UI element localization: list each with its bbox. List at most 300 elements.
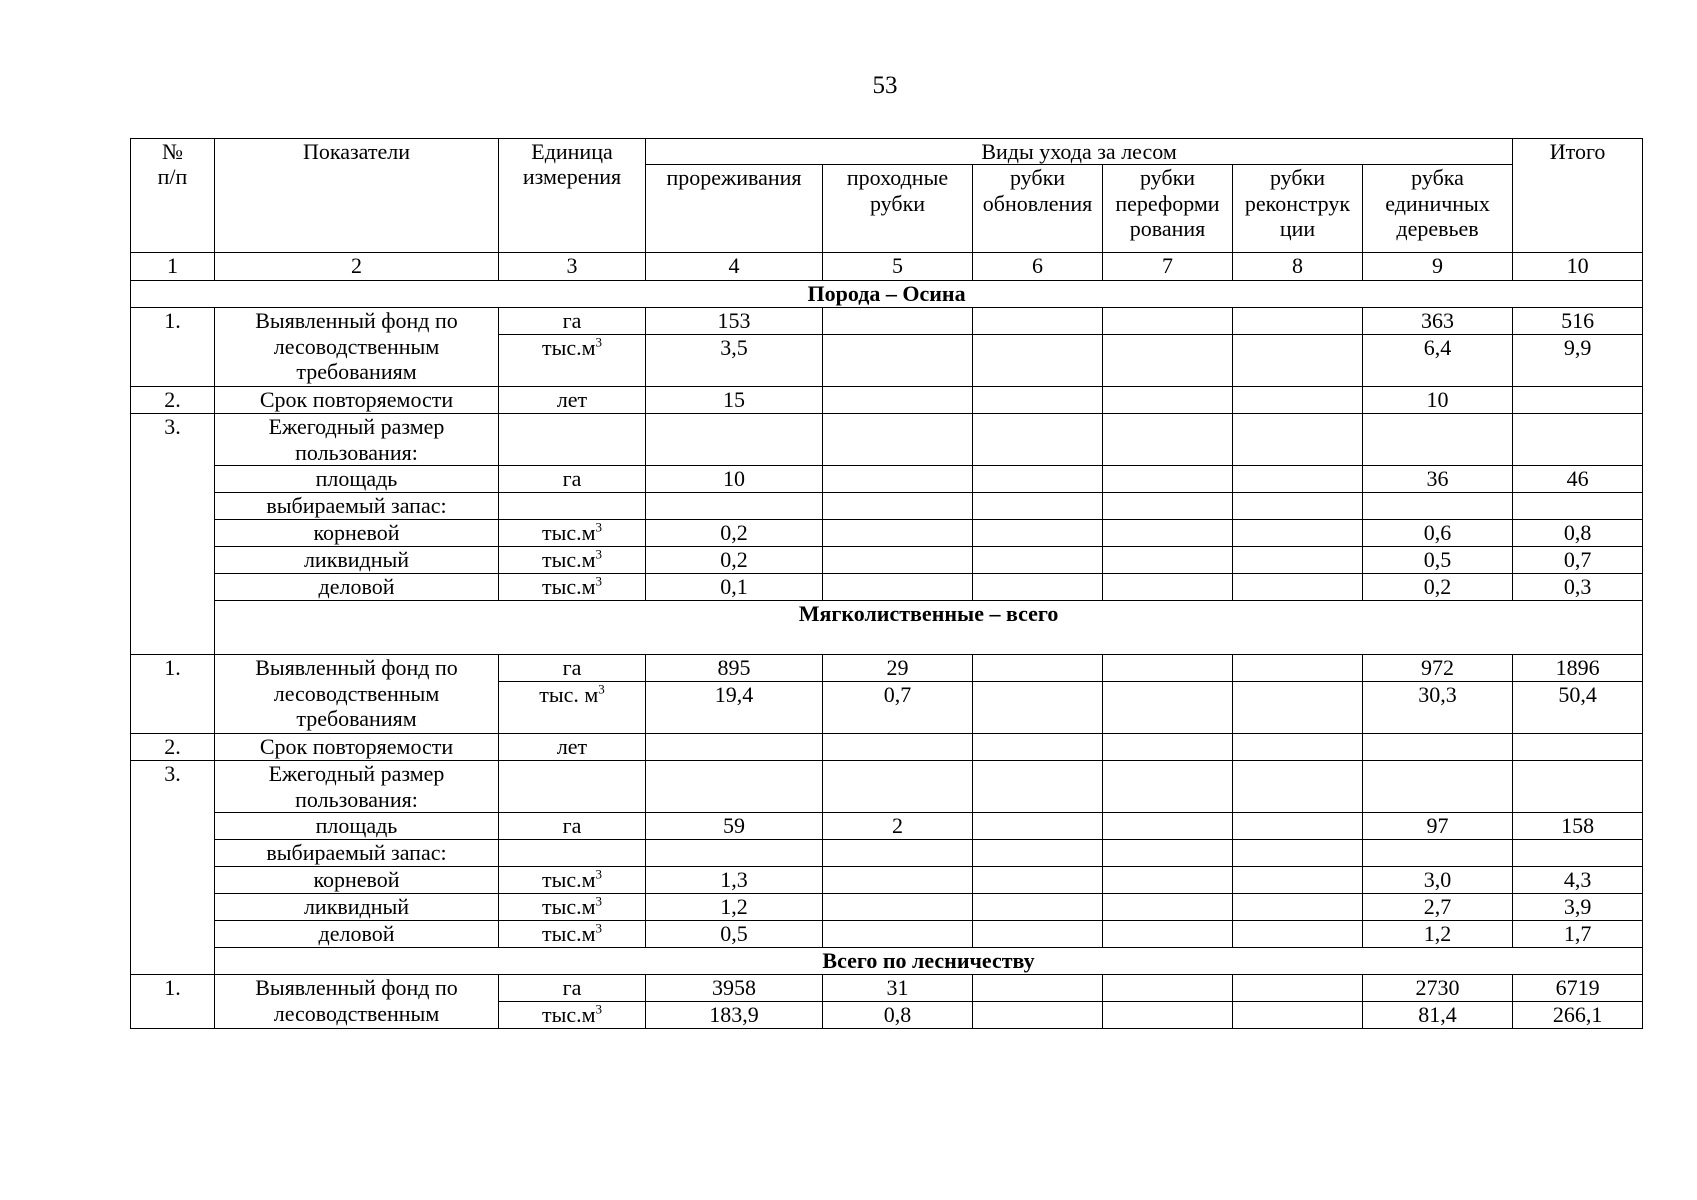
unit-cell-text: га [562,308,582,334]
value-cell [1103,1002,1233,1029]
empty-cell [499,493,646,520]
value-cell [1233,335,1363,387]
row-label-text: ликвидный [303,894,410,920]
value-cell [1103,655,1233,682]
value-cell-text: 6,4 [1423,335,1452,361]
total-cell-text: 1,7 [1563,921,1592,947]
total-cell-text: 516 [1561,308,1595,334]
total-cell-text: 0,3 [1563,574,1592,600]
header-type-reconstruction: рубки реконструк ции [1233,165,1363,253]
unit-cell-text: тыс.м [541,867,596,893]
empty-cell [646,761,823,813]
unit-superscript: 3 [595,546,603,562]
unit-cell [499,921,646,948]
forest-care-table [130,138,1643,1029]
empty-cell [1363,414,1513,466]
row-label-text: выбираемый запас: [266,493,447,519]
row-label-text: площадь [315,813,398,839]
value-cell [646,574,823,601]
row-label [215,493,499,520]
row-number-text: 1. [164,655,181,681]
empty-cell [1233,761,1363,813]
row-number-text: 1. [164,975,181,1001]
col-number: 5 [823,253,973,281]
unit-cell-text: га [562,813,582,839]
value-cell [973,547,1103,574]
value-cell [1363,387,1513,414]
unit-superscript: 3 [595,1001,603,1017]
value-cell [973,1002,1103,1029]
value-cell [1103,894,1233,921]
fund-row-ha [131,975,1643,1002]
value-cell [1233,308,1363,335]
value-cell [646,655,823,682]
empty-cell [1233,493,1363,520]
unit-superscript: 3 [595,893,603,909]
empty-cell [823,414,973,466]
annual-header-row [131,761,1643,813]
value-cell [1233,682,1363,734]
value-cell [1103,335,1233,387]
value-cell [823,335,973,387]
unit-cell-text: га [562,655,582,681]
value-cell [1363,1002,1513,1029]
value-cell [823,921,973,948]
value-cell [823,308,973,335]
row-number-text: 3. [164,761,181,787]
value-cell [973,335,1103,387]
header-care-types: Виды ухода за лесом [646,139,1513,165]
value-cell-text: 2730 [1415,975,1460,1001]
row-label [215,547,499,574]
empty-cell [1363,761,1513,813]
value-cell [973,867,1103,894]
unit-superscript: 3 [595,573,603,589]
value-cell [1363,655,1513,682]
total-cell [1513,466,1643,493]
unit-cell [499,520,646,547]
empty-cell [1233,414,1363,466]
value-cell-text: 3958 [712,975,756,1001]
unit-cell [499,308,646,335]
row-number-text: 1. [164,308,181,334]
col-number: 7 [1103,253,1233,281]
row-label [215,520,499,547]
value-cell [1233,520,1363,547]
value-cell-text: 30,3 [1418,682,1457,708]
value-cell [823,975,973,1002]
value-cell [1363,308,1513,335]
value-cell-text: 10 [1426,387,1449,413]
stock-row [131,867,1643,894]
empty-cell [646,414,823,466]
unit-cell [499,867,646,894]
value-cell [646,682,823,734]
col-number: 10 [1513,253,1643,281]
empty-cell [1103,840,1233,867]
col-number: 8 [1233,253,1363,281]
value-cell-text: 15 [723,387,745,413]
value-cell [973,466,1103,493]
section-title [215,601,1643,655]
value-cell-text: 895 [717,655,751,681]
total-cell [1513,867,1643,894]
unit-superscript: 3 [598,681,605,697]
unit-cell [499,1002,646,1029]
value-cell [823,520,973,547]
total-cell-text: 266,1 [1552,1002,1603,1028]
stock-label-row [131,840,1643,867]
value-cell-text: 0,2 [1423,574,1452,600]
header-indicators: Показатели [215,139,499,253]
value-cell-text: 36 [1426,466,1449,492]
column-numbers-row [131,253,1643,281]
total-cell [1513,335,1643,387]
row-label-text: деловой [318,921,395,947]
section-title-row [131,281,1643,308]
value-cell [1233,894,1363,921]
empty-cell [1513,493,1643,520]
value-cell [646,813,823,840]
empty-cell [823,493,973,520]
value-cell [1233,867,1363,894]
value-cell [823,813,973,840]
value-cell [646,308,823,335]
col-number: 1 [131,253,215,281]
total-cell-text: 4,3 [1563,867,1592,893]
empty-cell [1513,840,1643,867]
value-cell [823,574,973,601]
header-total: Итого [1513,139,1643,253]
row-label: Ежегодный размер пользования: [215,761,499,813]
value-cell-text: 1,3 [720,867,748,893]
unit-cell-text: тыс. м [539,682,599,708]
total-cell [1513,682,1643,734]
total-cell-text: 158 [1561,813,1595,839]
value-cell [973,734,1103,761]
value-cell [973,387,1103,414]
unit-cell [499,894,646,921]
value-cell [973,655,1103,682]
empty-cell [499,840,646,867]
unit-cell-text: га [562,975,582,1001]
value-cell [973,520,1103,547]
value-cell-text: 97 [1426,813,1449,839]
value-cell [1363,574,1513,601]
row-label-text: Срок повторяемости [259,734,454,760]
value-cell-text: 29 [886,655,909,681]
unit-superscript: 3 [595,866,603,882]
value-cell-text: 972 [1421,655,1455,681]
value-cell-text: 0,8 [883,1002,912,1028]
value-cell [973,894,1103,921]
unit-cell-text: тыс.м [541,547,596,573]
value-cell [973,308,1103,335]
total-cell-text: 3,9 [1563,894,1592,920]
section-title-row [131,601,1643,655]
header-row-1 [131,139,1643,165]
value-cell [823,547,973,574]
value-cell [1233,921,1363,948]
row-label [215,574,499,601]
value-cell [1363,335,1513,387]
value-cell [1103,682,1233,734]
total-cell-text: 0,8 [1563,520,1592,546]
empty-cell [1233,840,1363,867]
col-number: 9 [1363,253,1513,281]
row-number-text: 2. [164,734,181,760]
row-label: Выявленный фонд по лесоводственным требованиям [215,308,499,387]
value-cell [823,655,973,682]
value-cell-text: 153 [717,308,751,334]
value-cell [646,894,823,921]
section-title-text: Мягколиственные – всего [798,601,1059,627]
stock-label-row [131,493,1643,520]
header-type-thinning: прореживания [646,165,823,253]
value-cell [646,975,823,1002]
row-label-text: корневой [313,867,400,893]
empty-cell [1363,840,1513,867]
value-cell [1363,547,1513,574]
total-cell-text: 9,9 [1563,335,1592,361]
value-cell-text: 0,5 [720,921,748,947]
value-cell [646,335,823,387]
unit-cell-text: тыс.м [541,1002,596,1028]
row-label [215,867,499,894]
header-type-single-trees: рубка единичных деревьев [1363,165,1513,253]
unit-superscript: 3 [595,334,603,350]
value-cell [973,574,1103,601]
value-cell [973,975,1103,1002]
total-cell [1513,574,1643,601]
unit-cell-text: тыс.м [541,335,596,361]
value-cell [1363,520,1513,547]
value-cell-text: 363 [1421,308,1455,334]
col-number: 3 [499,253,646,281]
value-cell [1233,975,1363,1002]
value-cell [1233,1002,1363,1029]
unit-cell-text: тыс.м [541,574,596,600]
total-cell [1513,387,1643,414]
value-cell [646,547,823,574]
section-title-row [131,948,1643,975]
total-cell [1513,921,1643,948]
row-label [215,840,499,867]
total-cell-text: 6719 [1555,975,1600,1001]
empty-cell [1363,493,1513,520]
value-cell [1103,520,1233,547]
row-number-text: 2. [164,387,181,413]
unit-cell-text: га [562,466,582,492]
value-cell [646,520,823,547]
stock-row [131,520,1643,547]
empty-cell [1103,414,1233,466]
row-number [131,414,215,655]
empty-cell [646,493,823,520]
section-title-text: Порода – Осина [807,281,966,307]
header-unit: Единица измерения [499,139,646,253]
row-label-text: корневой [313,520,400,546]
total-cell-text: 1896 [1555,655,1600,681]
empty-cell [973,493,1103,520]
total-cell [1513,520,1643,547]
value-cell-text: 0,2 [720,520,748,546]
row-label-text: деловой [318,574,395,600]
empty-cell [1103,761,1233,813]
total-cell [1513,308,1643,335]
unit-cell-text: лет [556,387,588,413]
unit-superscript: 3 [595,920,603,936]
unit-cell-text: тыс.м [541,520,596,546]
row-label-text: выбираемый запас: [266,840,447,866]
total-cell [1513,547,1643,574]
empty-cell [1513,761,1643,813]
value-cell-text: 0,7 [883,682,912,708]
header-type-passing-cuttings: проходные рубки [823,165,973,253]
empty-cell [973,840,1103,867]
row-number [131,655,215,734]
empty-cell [646,840,823,867]
value-cell [973,921,1103,948]
unit-cell-text: лет [556,734,588,760]
value-cell [823,387,973,414]
total-cell-text: 50,4 [1558,682,1597,708]
value-cell [646,734,823,761]
value-cell-text: 81,4 [1418,1002,1457,1028]
value-cell [1233,655,1363,682]
value-cell [823,1002,973,1029]
value-cell [1363,734,1513,761]
stock-row [131,574,1643,601]
value-cell [1233,734,1363,761]
value-cell [823,894,973,921]
row-number [131,761,215,975]
value-cell [1103,734,1233,761]
value-cell [646,921,823,948]
unit-cell [499,466,646,493]
empty-cell [823,761,973,813]
value-cell [1233,813,1363,840]
row-label [215,734,499,761]
col-number: 2 [215,253,499,281]
value-cell [646,466,823,493]
header-type-reformation: рубки переформи рования [1103,165,1233,253]
unit-cell-text: тыс.м [541,894,596,920]
row-label: Выявленный фонд по лесоводственным [215,975,499,1029]
empty-cell [973,414,1103,466]
total-cell-text: 0,7 [1563,547,1592,573]
period-row [131,387,1643,414]
value-cell [646,867,823,894]
value-cell [1363,867,1513,894]
stock-row [131,547,1643,574]
section-title [215,948,1643,975]
total-cell [1513,975,1643,1002]
row-number-text: 3. [164,414,181,440]
value-cell [1103,975,1233,1002]
value-cell [1103,813,1233,840]
row-label-text: ликвидный [303,547,410,573]
value-cell [823,734,973,761]
stock-row [131,894,1643,921]
value-cell-text: 0,2 [720,547,748,573]
value-cell [1233,387,1363,414]
total-cell [1513,655,1643,682]
total-cell-text: 46 [1566,466,1589,492]
value-cell [823,466,973,493]
fund-row-ha [131,308,1643,335]
unit-cell [499,682,646,734]
value-cell-text: 10 [723,466,745,492]
row-number [131,975,215,1029]
value-cell-text: 3,0 [1423,867,1452,893]
value-cell [646,1002,823,1029]
value-cell [1363,682,1513,734]
row-number [131,308,215,387]
value-cell-text: 1,2 [1423,921,1452,947]
value-cell [1233,466,1363,493]
empty-cell [1103,493,1233,520]
value-cell-text: 0,5 [1423,547,1452,573]
value-cell [1363,921,1513,948]
row-label [215,894,499,921]
annual-header-row [131,414,1643,466]
row-label [215,813,499,840]
header-col-num: № п/п [131,139,215,253]
period-row [131,734,1643,761]
fund-row-ha [131,655,1643,682]
value-cell [1363,894,1513,921]
value-cell [973,813,1103,840]
total-cell [1513,813,1643,840]
area-row [131,466,1643,493]
row-label [215,387,499,414]
unit-cell [499,813,646,840]
row-number [131,387,215,414]
value-cell [1233,547,1363,574]
value-cell [1103,921,1233,948]
value-cell-text: 2 [892,813,903,839]
value-cell [1363,975,1513,1002]
row-label-text: площадь [315,466,398,492]
header-type-renewal: рубки обновления [973,165,1103,253]
value-cell [1103,867,1233,894]
empty-cell [1513,414,1643,466]
value-cell [1103,387,1233,414]
empty-cell [823,840,973,867]
empty-cell [499,414,646,466]
value-cell-text: 3,5 [720,335,748,361]
value-cell [1103,547,1233,574]
value-cell [1103,308,1233,335]
value-cell-text: 183,9 [709,1002,759,1028]
row-label [215,921,499,948]
value-cell [1233,574,1363,601]
empty-cell [973,761,1103,813]
value-cell [973,682,1103,734]
page-number: 53 [872,72,898,99]
value-cell-text: 0,6 [1423,520,1452,546]
value-cell-text: 1,2 [720,894,748,920]
value-cell [1363,466,1513,493]
total-cell [1513,734,1643,761]
unit-cell [499,387,646,414]
unit-cell [499,734,646,761]
row-label: Ежегодный размер пользования: [215,414,499,466]
unit-cell-text: тыс.м [541,921,596,947]
value-cell [646,387,823,414]
value-cell [823,682,973,734]
